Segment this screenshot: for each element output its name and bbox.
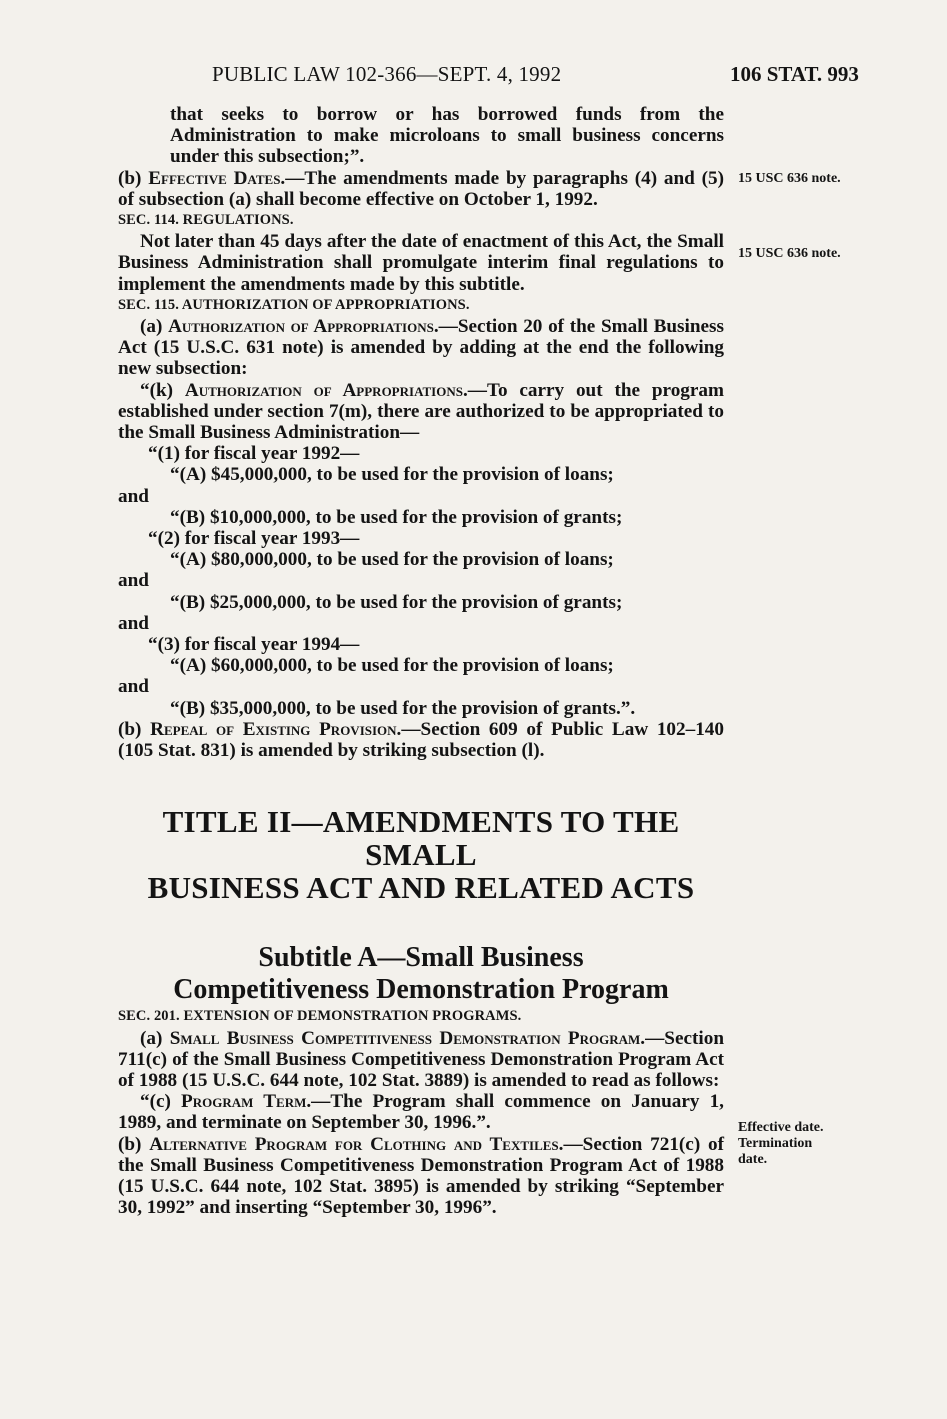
heading: Small Business Competitiveness Demonstration Program. [169,1027,646,1049]
sub-item: “(A) $80,000,000, to be used for the provision of loans; [170,549,614,571]
fiscal-year-item: “(3) for fiscal year 1994— [148,634,360,656]
paragraph: Not later than 45 days after the date of enactment of this Act, the Small Business Administration shall promulgate interim final regulations to implement the amendments made by this subtitle. [118,231,724,295]
sub-item: “(B) $25,000,000, to be used for the provision of grants; [170,591,623,613]
sub-item-wrap: and [118,485,149,507]
text: —To carry out the program established under section 7(m), there are authorized to be appropriated to the Small Business Administration— [118,379,724,444]
sub-item: “(A) $45,000,000, to be used for the provision of loans; [170,464,614,486]
subtitle-heading [118,942,724,1006]
paragraph-a-demonstration [118,1028,724,1092]
label: (a) [140,1027,170,1049]
text: —Section 20 of the Small Business Act (15 U.S.C. 631 note) is amended by adding at the end the following new subsection: [118,316,724,380]
margin-note-line: date. [738,1152,768,1167]
title-heading [118,805,724,904]
section-heading: SEC. 201. EXTENSION OF DEMONSTRATION PROGRAMS. [118,1008,522,1025]
sub-item: “(B) $35,000,000, to be used for the provision of grants.”. [170,697,636,719]
paragraph-b-repeal [118,719,724,761]
title-line: TITLE II—AMENDMENTS TO THE SMALL [162,804,680,873]
label: “(k) [140,379,185,401]
heading: Authorization of Appropriations. [168,316,439,338]
text: —The amendments made by paragraphs (4) and (5) of subsection (a) shall become effective on October 1, 1992. [118,167,724,210]
margin-note-usc: 15 USC 636 note. [738,246,841,261]
heading: Authorization of Appropriations. [184,379,468,401]
subtitle-line: Competitiveness Demonstration Program [173,974,669,1006]
document-body [118,104,724,1218]
heading: Program Term. [181,1091,312,1113]
fiscal-year-item: “(1) for fiscal year 1992— [148,443,360,465]
sub-item-wrap: and [118,570,149,592]
heading: Repeal of Existing Provision. [150,718,402,740]
fiscal-year-item: “(2) for fiscal year 1993— [148,528,360,550]
text: —The Program shall commence on January 1, 1989, and terminate on September 30, 1996.”. [118,1091,724,1134]
continued-paragraph: that seeks to borrow or has borrowed funds from the Administration to make microloans to small business concerns under this subsection;”. [170,104,724,168]
heading: Alternative Program for Clothing and Textiles. [149,1133,564,1155]
paragraph-c-program-term [118,1091,724,1133]
text: —Section 721(c) of the Small Business Competitiveness Demonstration Program Act of 1988 (15 U.S.C. 644 note, 102 Stat. 3895) is amended by striking “September 30, 1992” and inserting “September 30, 1996”. [118,1133,724,1219]
margin-note-usc: 15 USC 636 note. [738,171,841,186]
label: (b) [118,1133,150,1155]
text: —Section 711(c) of the Small Business Competitiveness Demonstration Program Act of 1988 (15 U.S.C. 644 note, 102 Stat. 3889) is amended to read as follows: [118,1027,724,1091]
paragraph-a-authorization [118,316,724,380]
sub-item-wrap: and [118,612,149,634]
title-line: BUSINESS ACT AND RELATED ACTS [147,870,695,906]
label: “(c) [140,1091,182,1113]
paragraph-k-authorization [118,380,724,444]
label: (b) [118,167,149,189]
sub-item: “(A) $60,000,000, to be used for the provision of loans; [170,655,614,677]
paragraph-b-alternative-program [118,1134,724,1219]
margin-note-line: Effective date. [738,1120,824,1135]
page-stat-number: 106 STAT. 993 [730,62,859,86]
margin-note-dates [738,1120,868,1168]
label: (b) [118,718,151,740]
sub-item-wrap: and [118,676,149,698]
label: (a) [140,316,169,338]
running-header: PUBLIC LAW 102-366—SEPT. 4, 1992 [212,62,562,86]
paragraph-b-effective-dates [118,168,724,210]
heading: Effective Dates. [148,167,286,189]
section-heading: SEC. 114. REGULATIONS. [118,212,294,229]
section-heading: SEC. 115. AUTHORIZATION OF APPROPRIATIONS. [118,296,470,313]
text: —Section 609 of Public Law 102–140 (105 Stat. 831) is amended by striking subsection (l). [118,718,724,762]
subtitle-line: Subtitle A—Small Business [258,942,584,974]
sub-item: “(B) $10,000,000, to be used for the provision of grants; [170,506,623,528]
margin-note-line: Termination [738,1136,813,1151]
